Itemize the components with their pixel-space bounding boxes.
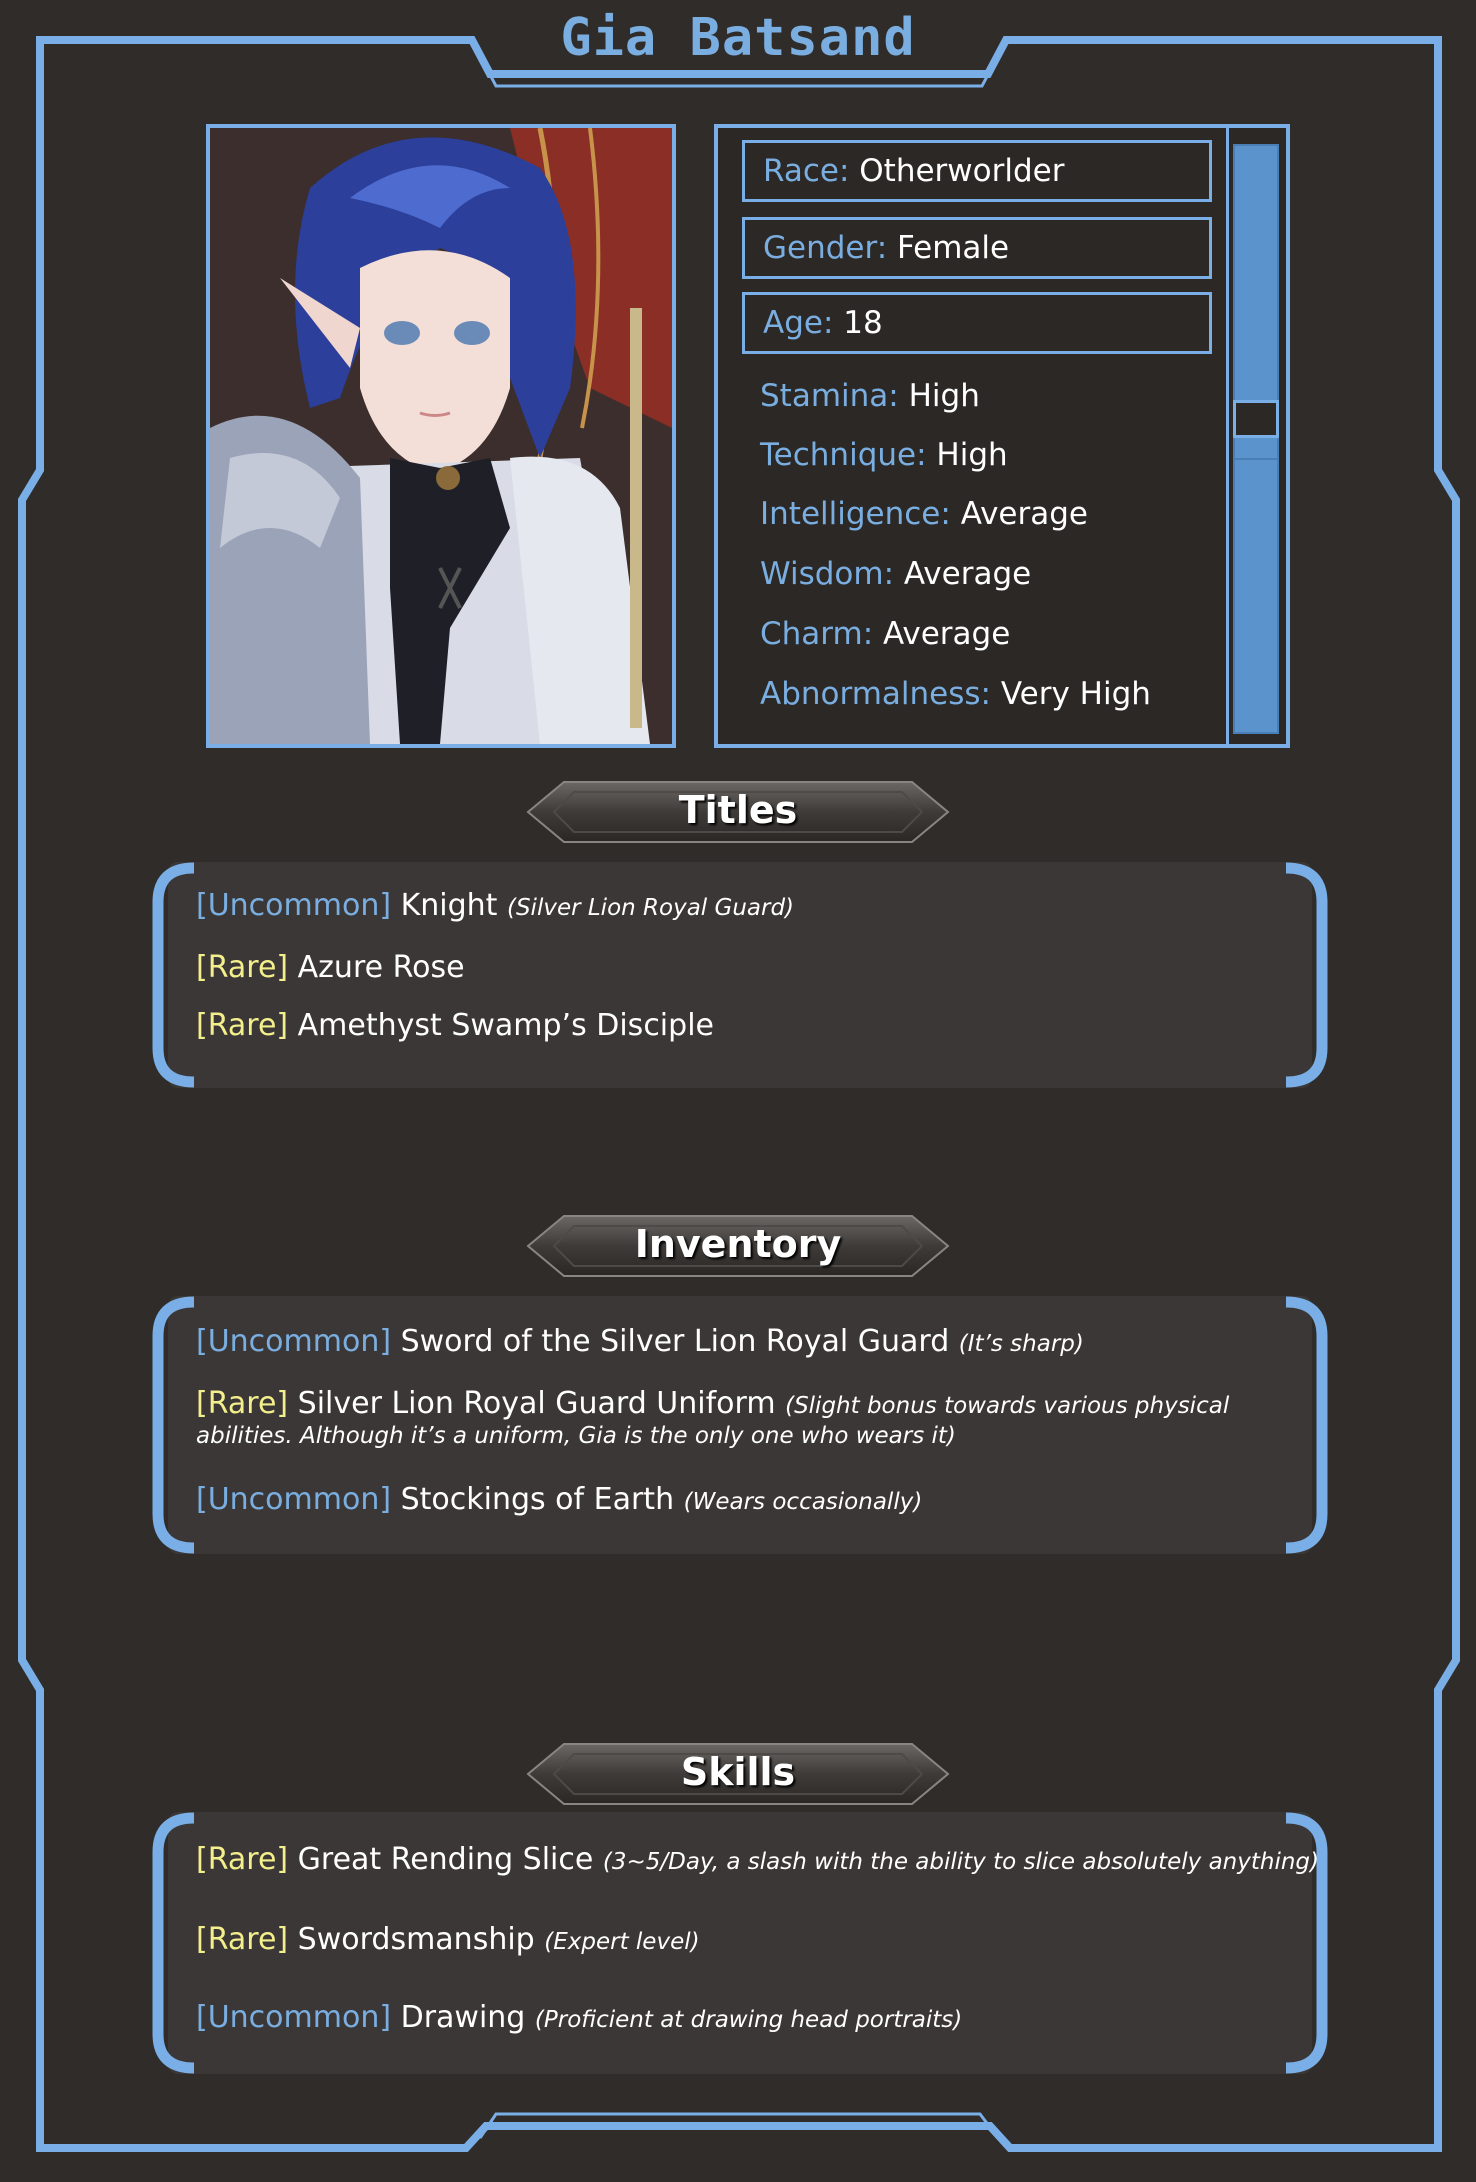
stat-technique xyxy=(760,437,1008,473)
stat-label: Gender: xyxy=(763,230,888,266)
item-name: Silver Lion Royal Guard Uniform xyxy=(297,1386,776,1421)
scrollbar-thumb[interactable] xyxy=(1233,400,1279,438)
stat-label: Wisdom: xyxy=(760,556,895,592)
item-note: (Expert level) xyxy=(544,1929,700,1955)
list-item xyxy=(196,1482,1316,1517)
scrollbar-lower[interactable] xyxy=(1233,458,1279,734)
item-note: (Wears occasionally) xyxy=(683,1489,923,1515)
stat-age xyxy=(742,292,1212,354)
stat-wisdom xyxy=(760,556,1031,592)
item-name: Swordsmanship xyxy=(297,1922,535,1957)
item-name: Drawing xyxy=(400,2000,526,2035)
stat-label: Charm: xyxy=(760,616,874,652)
rarity-tag: [Rare] xyxy=(196,1842,289,1877)
list-item xyxy=(196,1008,1316,1043)
titles-header xyxy=(524,778,952,846)
stat-charm xyxy=(760,616,1010,652)
item-note: (Proficient at drawing head portraits) xyxy=(534,2007,963,2033)
character-portrait xyxy=(206,124,676,748)
stat-value: Average xyxy=(883,616,1011,652)
stat-label: Abnormalness: xyxy=(760,676,991,712)
list-item xyxy=(196,1386,1316,1450)
rarity-tag: [Rare] xyxy=(196,1922,289,1957)
stat-gender xyxy=(742,217,1212,279)
list-item xyxy=(196,2000,1316,2035)
titles-section xyxy=(150,862,1330,1088)
rarity-tag: [Rare] xyxy=(196,950,289,985)
stat-label: Technique: xyxy=(760,437,927,473)
stat-value: High xyxy=(936,437,1008,473)
stat-label: Stamina: xyxy=(760,378,899,414)
item-name: Stockings of Earth xyxy=(400,1482,675,1517)
stats-panel xyxy=(714,124,1290,748)
item-note: (It’s sharp) xyxy=(958,1331,1084,1357)
stat-label: Age: xyxy=(763,305,834,341)
stat-abnormalness xyxy=(760,676,1151,712)
character-name: Gia Batsand xyxy=(560,8,916,68)
item-note: (Silver Lion Royal Guard) xyxy=(506,895,795,921)
stat-stamina xyxy=(760,378,980,414)
list-item xyxy=(196,1922,1316,1957)
stat-value: Average xyxy=(903,556,1032,592)
list-item xyxy=(196,1842,1319,1877)
stat-race xyxy=(742,140,1212,202)
section-heading: Titles xyxy=(678,788,798,832)
stat-label: Race: xyxy=(763,153,850,189)
rarity-tag: [Uncommon] xyxy=(196,1482,392,1517)
item-name: Sword of the Silver Lion Royal Guard xyxy=(400,1324,950,1359)
rarity-tag: [Rare] xyxy=(196,1008,289,1043)
list-item xyxy=(196,1324,1316,1359)
item-name: Knight xyxy=(400,888,498,923)
stat-value: Otherworlder xyxy=(859,153,1065,189)
stat-value: Very High xyxy=(1000,676,1151,712)
item-name: Great Rending Slice xyxy=(297,1842,594,1877)
item-name: Azure Rose xyxy=(297,950,465,985)
rarity-tag: [Uncommon] xyxy=(196,2000,392,2035)
list-item xyxy=(196,950,1316,985)
rarity-tag: [Uncommon] xyxy=(196,888,392,923)
scrollbar-upper[interactable] xyxy=(1233,144,1279,502)
stat-value: Female xyxy=(897,230,1010,266)
section-heading: Inventory xyxy=(634,1222,842,1266)
item-name: Amethyst Swamp’s Disciple xyxy=(297,1008,714,1043)
list-item xyxy=(196,888,1316,923)
stat-value: Average xyxy=(960,496,1088,532)
item-note: (3~5/Day, a slash with the ability to slice absolutely anything) xyxy=(602,1849,1319,1875)
inventory-header xyxy=(524,1212,952,1280)
stat-label: Intelligence: xyxy=(760,496,951,532)
stat-value: High xyxy=(908,378,980,414)
inventory-section xyxy=(150,1296,1330,1554)
skills-section xyxy=(150,1812,1330,2074)
item-note: (Slight bonus towards various physical abilities. Although it’s a uniform, Gia is the only one who wears it) xyxy=(196,1393,1230,1449)
rarity-tag: [Rare] xyxy=(196,1386,289,1421)
skills-header xyxy=(524,1740,952,1808)
stat-value: 18 xyxy=(843,305,883,341)
rarity-tag: [Uncommon] xyxy=(196,1324,392,1359)
section-heading: Skills xyxy=(680,1750,796,1794)
stat-intelligence xyxy=(760,496,1088,532)
